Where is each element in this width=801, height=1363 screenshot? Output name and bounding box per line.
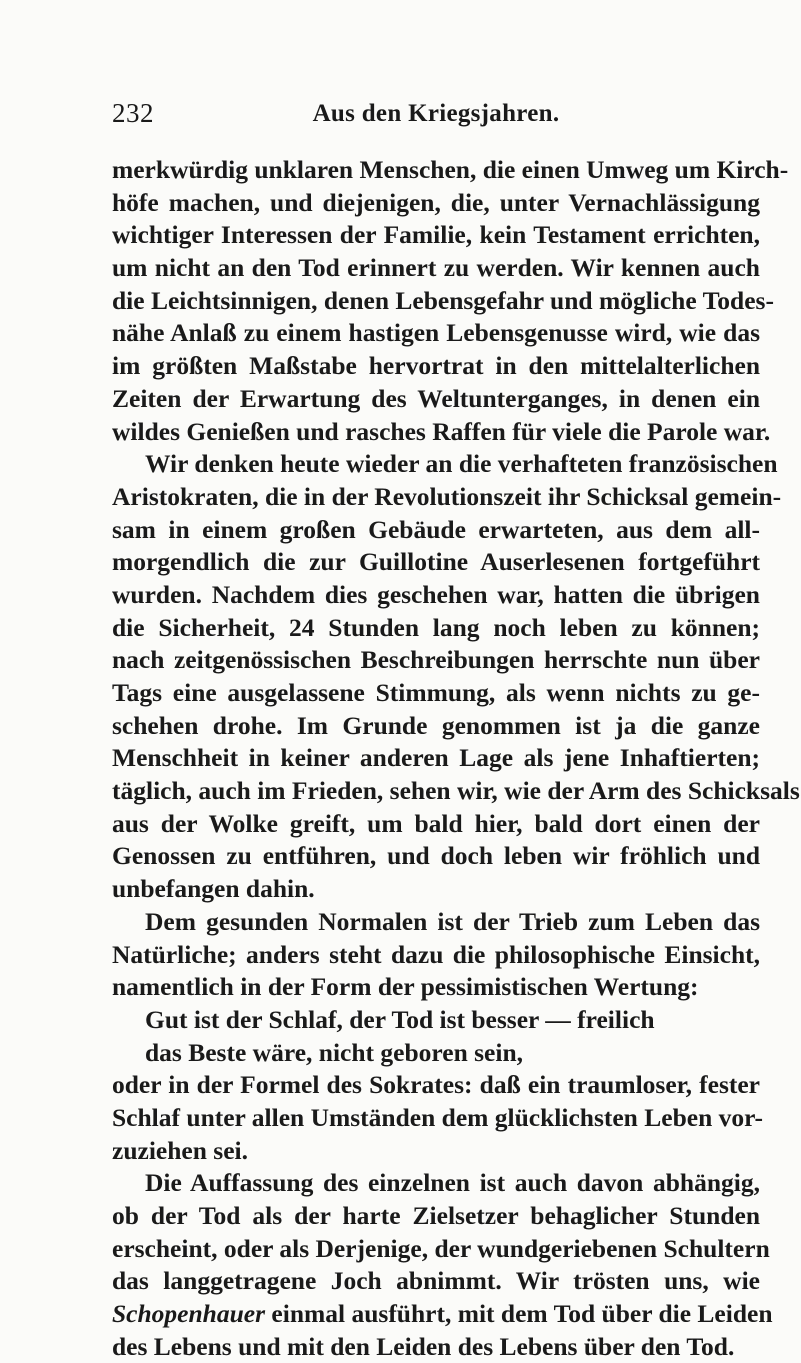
verse-line: Gut ist der Schlaf, der Tod ist besser — freilich <box>145 1004 655 1034</box>
text-line: wichtiger Interessen der Familie, kein Testament errichten, <box>112 220 760 250</box>
text-line: sam in einem großen Gebäude erwarteten, aus dem all- <box>112 514 760 544</box>
text-line: ob der Tod als der harte Zielsetzer behaglicher Stunden <box>112 1201 760 1230</box>
text-line: höfe machen, und diejenigen, die, unter Vernachlässigung <box>112 187 760 217</box>
text-line: Genossen zu entführen, und doch leben wir fröhlich und <box>112 841 760 871</box>
text-line: erscheint, oder als Derjenige, der wundgeriebenen Schultern <box>112 1233 770 1263</box>
text-line: oder in der Formel des Sokrates: daß ein traumloser, fester <box>112 1070 760 1100</box>
text-line: aus der Wolke greift, um bald hier, bald dort einen der <box>112 808 760 838</box>
verse-line: das Beste wäre, nicht geboren sein, <box>145 1037 524 1067</box>
body-text <box>112 154 800 1363</box>
text-line: die Leichtsinnigen, denen Lebensgefahr und mögliche Todes- <box>112 285 774 315</box>
text-line: merkwürdig unklaren Menschen, die einen Umweg um Kirch- <box>112 155 789 184</box>
text-line: schehen drohe. Im Grunde genommen ist ja die ganze <box>112 710 760 740</box>
paragraph-start-line: Wir denken heute wieder an die verhafteten französischen <box>145 449 778 479</box>
text-line: im größten Maßstabe hervortrat in den mittelalterlichen <box>112 351 760 381</box>
text-line: wurden. Nachdem dies geschehen war, hatten die übrigen <box>112 579 760 609</box>
text-line: die Sicherheit, 24 Stunden lang noch leben zu können; <box>112 612 760 642</box>
text-line: Natürliche; anders steht dazu die philosophische Einsicht, <box>112 939 760 969</box>
text-line: Aristokraten, die in der Revolutionszeit ihr Schicksal gemein- <box>112 481 782 511</box>
page-header <box>112 98 760 138</box>
paragraph-start-line: Die Auffassung des einzelnen ist auch davon abhängig, <box>145 1168 760 1198</box>
text-line: zuziehen sei. <box>112 1135 248 1165</box>
text-line: Tags eine ausgelassene Stimmung, als wenn nichts zu ge- <box>112 678 760 707</box>
text-line: des Lebens und mit den Leiden des Lebens über den Tod. <box>112 1331 735 1361</box>
paragraph-start-line: Dem gesunden Normalen ist der Trieb zum Leben das <box>145 906 760 936</box>
text-line: um nicht an den Tod erinnert zu werden. Wir kennen auch <box>112 253 760 283</box>
text-line: nach zeitgenössischen Beschreibungen herrschte nun über <box>112 645 760 675</box>
author-name: Schopenhauer <box>112 1299 266 1329</box>
running-head: Aus den Kriegsjahren. <box>312 100 560 127</box>
text-line: Menschheit in keiner anderen Lage als jene Inhaftierten; <box>112 743 760 773</box>
text-line: Zeiten der Erwartung des Weltunterganges, in denen ein <box>112 383 760 413</box>
page-number: 232 <box>112 98 154 128</box>
text-line: wildes Genießen und rasches Raffen für viele die Parole war. <box>112 416 771 446</box>
text-fragment: einmal ausführt, mit dem Tod über die Leiden <box>265 1299 773 1329</box>
text-line: unbefangen dahin. <box>112 874 315 904</box>
text-line <box>112 1298 773 1331</box>
text-line: täglich, auch im Frieden, sehen wir, wie der Arm des Schicksals <box>112 776 800 806</box>
text-line: namentlich in der Form der pessimistischen Wertung: <box>112 972 699 1002</box>
text-line: morgendlich die zur Guillotine Auserlesenen fortgeführt <box>112 547 760 577</box>
text-line: das langgetragene Joch abnimmt. Wir trösten uns, wie <box>112 1266 760 1296</box>
text-line: nähe Anlaß zu einem hastigen Lebensgenusse wird, wie das <box>112 318 760 348</box>
text-line: Schlaf unter allen Umständen dem glücklichsten Leben vor- <box>112 1102 763 1132</box>
